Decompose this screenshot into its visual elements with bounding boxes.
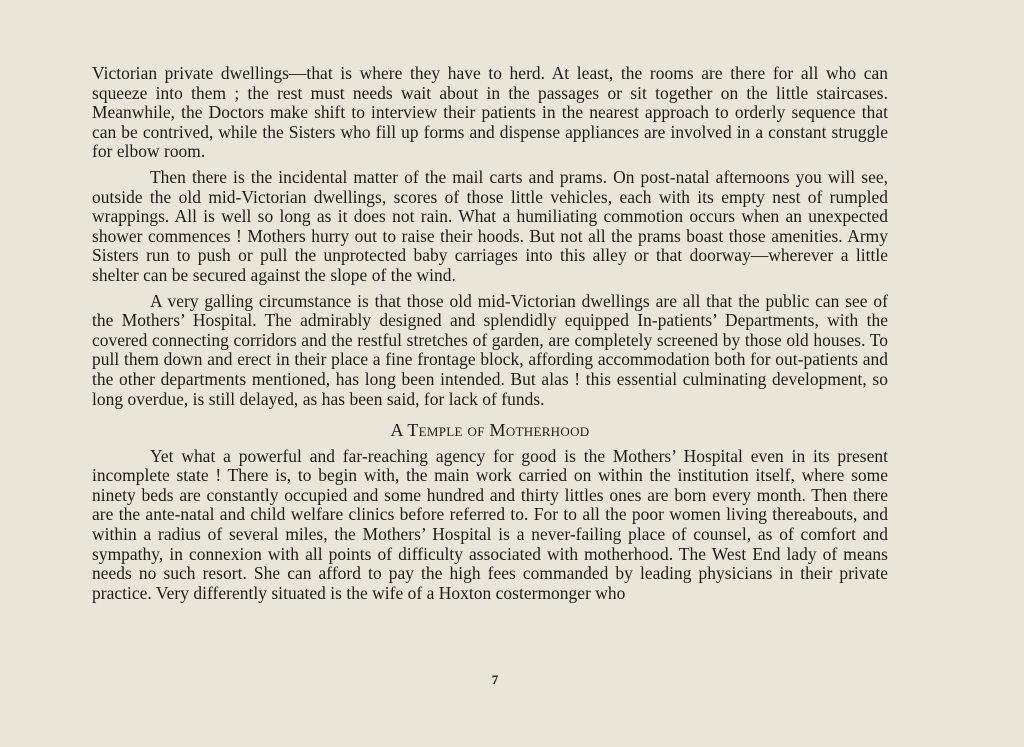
paragraph-continued: Victorian private dwellings—that is where they have to herd. At least, the rooms are there for all who can squeeze into them ; the rest must needs wait about in the passages or sit together on the little staircases. Meanwhile, the Doctors make shift to interview their patients in the nearest approach to orderly sequence that can be contrived, while the Sisters who fill up forms and dispense appliances are involved in a constant struggle for elbow room. [92, 63, 888, 162]
section-heading: A Temple of Motherhood [390, 420, 590, 441]
body-text [92, 64, 888, 609]
page-number: 7 [491, 672, 499, 687]
paragraph-mail-carts: Then there is the incidental matter of the mail carts and prams. On post-natal afternoons you will see, outside the old mid-Victorian dwellings, scores of those little vehicles, each with its empty nest of rumpled wrappings. All is well so long as it does not rain. What a humiliating commotion occurs when an unexpected shower commences ! Mothers hurry out to raise their hoods. But not all the prams boast those amenities. Army Sisters run to push or pull the unprotected baby carriages into this alley or that doorway—wherever a little shelter can be secured against the slope of the wind. [92, 166, 888, 285]
paragraph-temple: Yet what a powerful and far-reaching agency for good is the Mothers’ Hospital even in its present incomplete state ! There is, to begin with, the main work carried on within the institution itself, where some ninety beds are constantly occupied and some hundred and thirty littles ones are born every month. Then there are the ante-natal and child welfare clinics before referred to. For to all the poor women living thereabouts, and within a radius of several miles, the Mothers’ Hospital is a never-failing place of counsel, as of comfort and sympathy, in connexion with all points of difficulty associated with motherhood. The West End lady of means needs no such resort. She can afford to pay the high fees commanded by leading physicians in their private practice. Very differently situated is the wife of a Hoxton costermonger who [92, 445, 888, 603]
paragraph-galling-circumstance: A very galling circumstance is that those old mid-Victorian dwellings are all that the public can see of the Mothers’ Hospital. The admirably designed and splendidly equipped In-patients’ Departments, with the covered connecting corridors and the restful stretches of garden, are completely screened by those old houses. To pull them down and erect in their place a fine frontage block, affording accommodation both for out-patients and the other departments mentioned, has long been intended. But alas ! this essential culminating development, so long overdue, is still delayed, as has been said, for lack of funds. [92, 290, 888, 409]
